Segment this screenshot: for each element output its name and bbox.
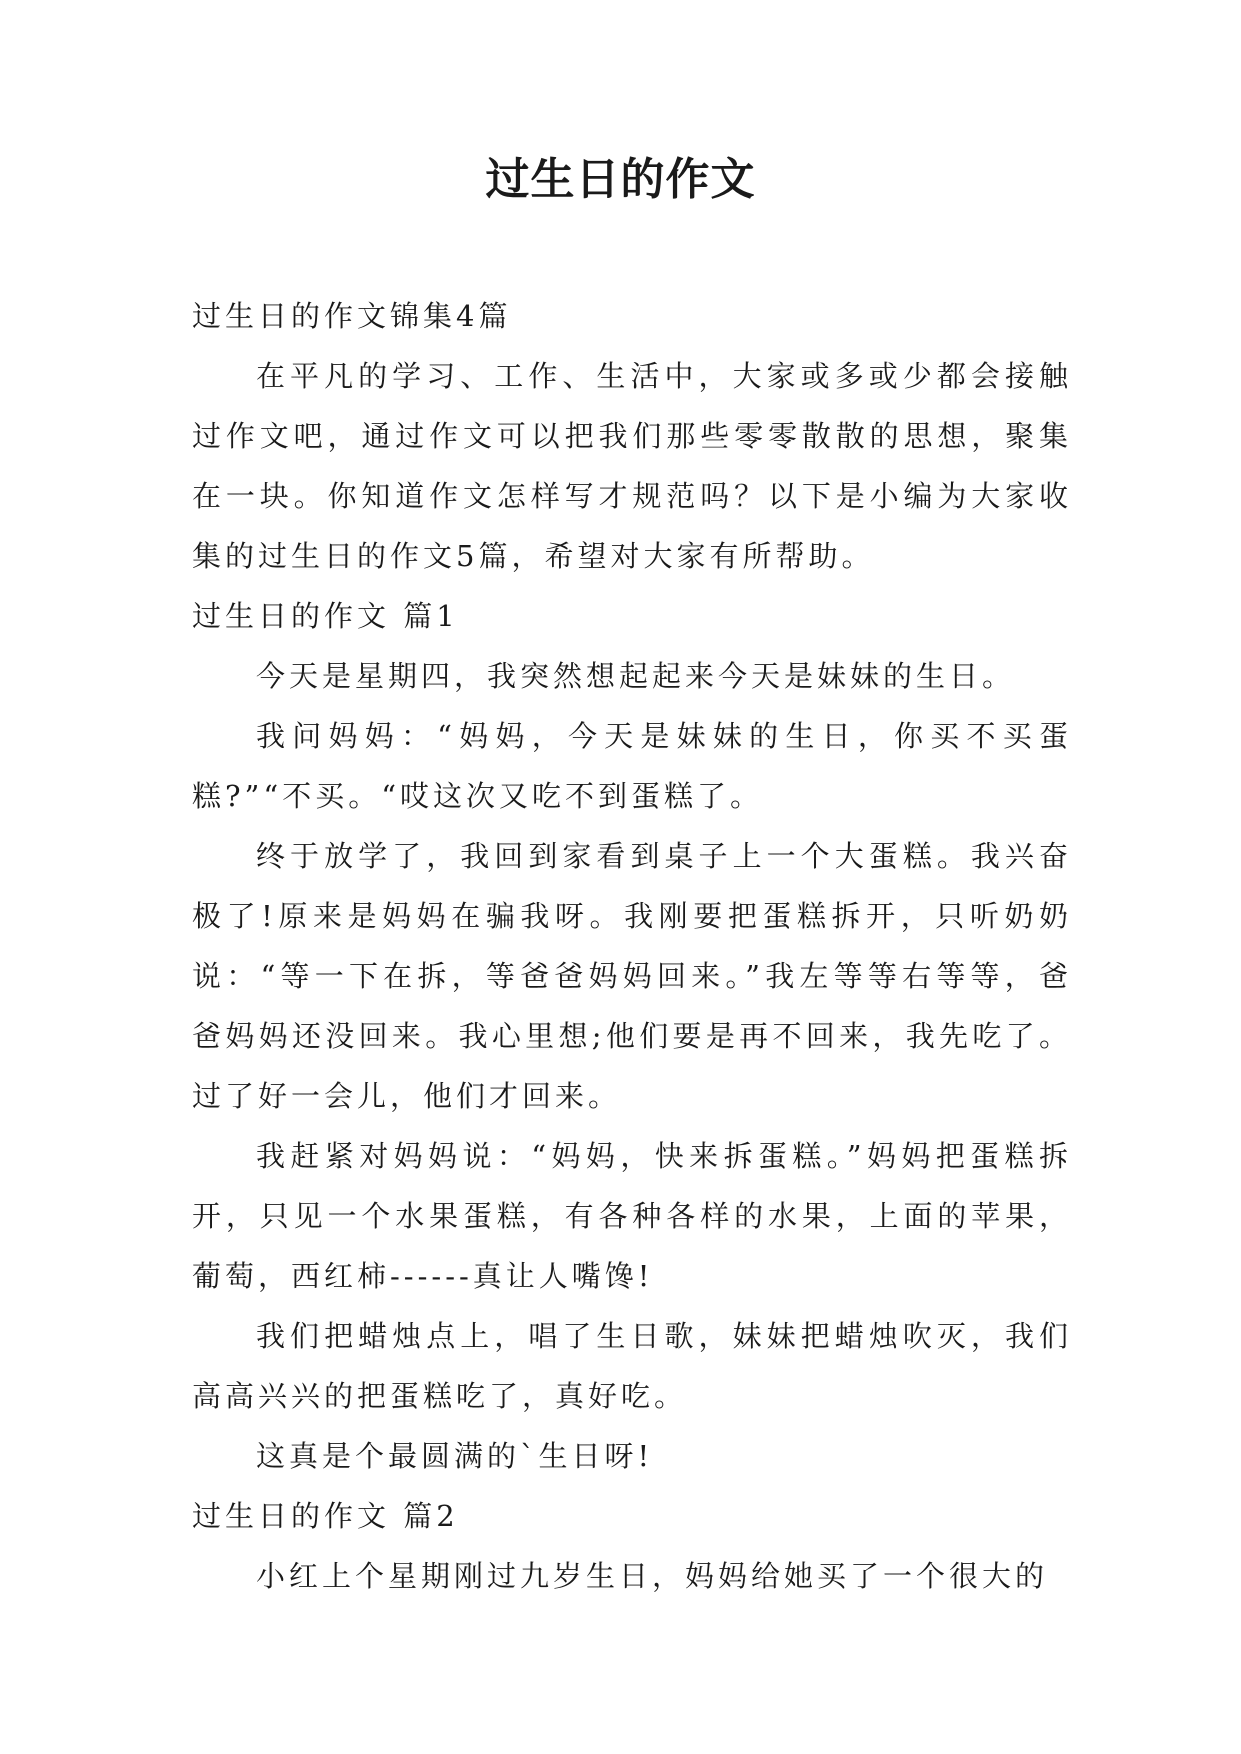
- body-paragraph: 今天是星期四，我突然想起起来今天是妹妹的生日。: [256, 659, 1016, 693]
- body-paragraph: 我赶紧对妈妈说：“妈妈，快来拆蛋糕。”妈妈把蛋糕拆开，只见一个水果蛋糕，有各种各样的水果，上面的苹果，葡萄，西红柿------真让人嘴馋!: [192, 1139, 1072, 1293]
- body-paragraph: 终于放学了，我回到家看到桌子上一个大蛋糕。我兴奋极了!原来是妈妈在骗我呀。我刚要把蛋糕拆开，只听奶奶说：“等一下在拆，等爸爸妈妈回来。”我左等等右等等，爸爸妈妈还没回来。我心里想;他们要是再不回来，我先吃了。过了好一会儿，他们才回来。: [192, 839, 1072, 1113]
- collection-heading: 过生日的作文锦集4篇: [192, 299, 512, 333]
- document-body: [192, 286, 1072, 1606]
- body-paragraph: 我们把蜡烛点上，唱了生日歌，妹妹把蜡烛吹灭，我们高高兴兴的把蛋糕吃了，真好吃。: [192, 1319, 1072, 1413]
- body-paragraph: 这真是个最圆满的`生日呀!: [256, 1439, 654, 1473]
- section-heading-2: 过生日的作文 篇2: [192, 1499, 459, 1533]
- body-paragraph: 小红上个星期刚过九岁生日，妈妈给她买了一个很大的: [256, 1559, 1049, 1593]
- body-paragraph: 我问妈妈：“妈妈，今天是妹妹的生日，你买不买蛋糕?”“不买。“哎这次又吃不到蛋糕了。: [192, 719, 1072, 813]
- intro-paragraph: 在平凡的学习、工作、生活中，大家或多或少都会接触过作文吧，通过作文可以把我们那些零零散散的思想，聚集在一块。你知道作文怎样写才规范吗？以下是小编为大家收集的过生日的作文5篇，希望对大家有所帮助。: [192, 359, 1072, 573]
- section-heading-1: 过生日的作文 篇1: [192, 599, 459, 633]
- document-title: 过生日的作文: [485, 154, 756, 205]
